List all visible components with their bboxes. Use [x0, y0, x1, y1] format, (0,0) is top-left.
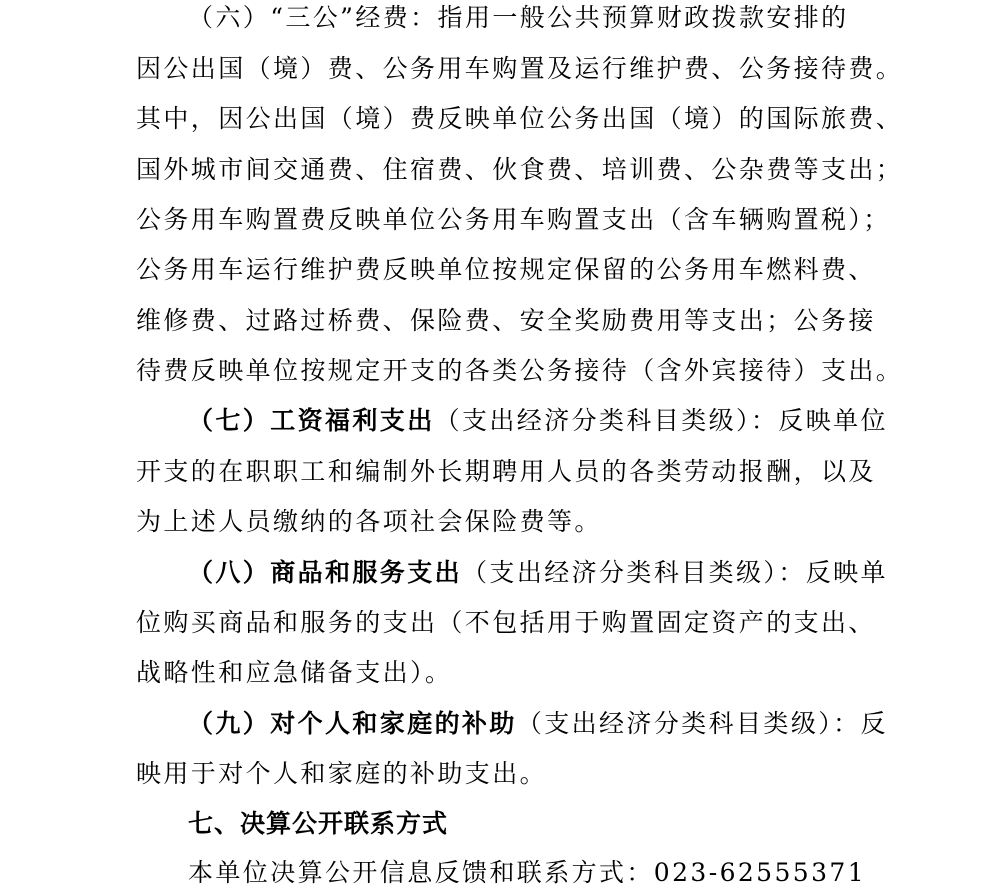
contact-line: 本单位决算公开信息反馈和联系方式：023-62555371	[188, 858, 867, 887]
section-8-label: （八）商品和服务支出	[188, 558, 463, 587]
section-7-label: （七）工资福利支出	[188, 406, 435, 435]
section-7-line-1-rest: （支出经济分类科目类级）：反映单位	[434, 406, 888, 435]
section-7-line-1	[188, 406, 888, 436]
section-9-line-1-rest: （支出经济分类科目类级）：反	[516, 709, 888, 738]
section-8-line-1-rest: （支出经济分类科目类级）：反映单	[462, 558, 888, 587]
section-6-line-7: 维修费、过路过桥费、保险费、安全奖励费用等支出；公务接	[136, 306, 876, 335]
section-9-label: （九）对个人和家庭的补助	[188, 709, 517, 738]
section-6-line-3: 其中，因公出国（境）费反映单位公务出国（境）的国际旅费、	[136, 104, 904, 133]
section-9-line-1	[188, 709, 888, 739]
section-6-line-4: 国外城市间交通费、住宿费、伙食费、培训费、公杂费等支出；	[136, 155, 904, 184]
section-6-line-6: 公务用车运行维护费反映单位按规定保留的公务用车燃料费、	[136, 255, 876, 284]
section-8-line-3: 战略性和应急储备支出）。	[136, 658, 453, 687]
section-8-line-1	[188, 558, 888, 588]
section-7-line-2: 开支的在职职工和编制外长期聘用人员的各类劳动报酬，以及	[136, 457, 876, 486]
section-6-line-8: 待费反映单位按规定开支的各类公务接待（含外宾接待）支出。	[136, 356, 904, 385]
section-6-line-5: 公务用车购置费反映单位公务用车购置支出（含车辆购置税）；	[136, 205, 891, 234]
section-7-line-3: 为上述人员缴纳的各项社会保险费等。	[136, 507, 602, 536]
section-6-line-1: （六）“三公”经费：指用一般公共预算财政拨款安排的	[188, 3, 849, 32]
section-9-line-2: 映用于对个人和家庭的补助支出。	[136, 759, 548, 788]
section-8-line-2: 位购买商品和服务的支出（不包括用于购置固定资产的支出、	[136, 608, 876, 637]
section-heading-7: 七、决算公开联系方式	[188, 809, 449, 838]
section-6-line-2: 因公出国（境）费、公务用车购置及运行维护费、公务接待费。	[136, 54, 904, 83]
